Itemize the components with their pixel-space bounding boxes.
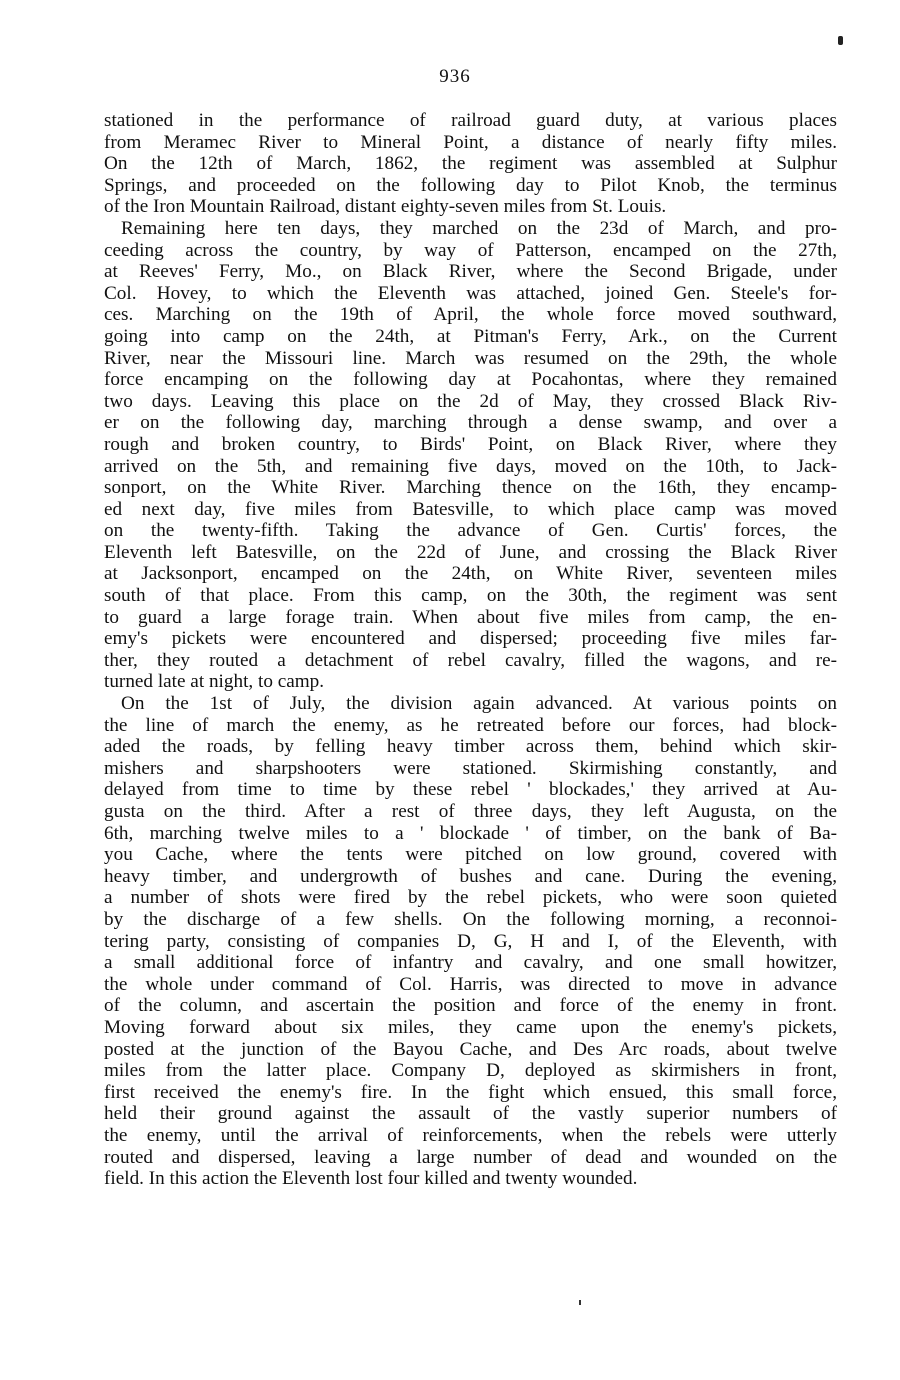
text-line: the line of march the enemy, as he retreated before our forces, had block- (104, 714, 837, 736)
text-line: field. In this action the Eleventh lost four killed and twenty wounded. (104, 1168, 638, 1190)
text-line: routed and dispersed, leaving a large number of dead and wounded on the (104, 1146, 837, 1168)
text-line: two days. Leaving this place on the 2d of May, they crossed Black Riv- (104, 390, 837, 412)
text-line: Col. Hovey, to which the Eleventh was attached, joined Gen. Steele's for- (104, 282, 837, 304)
text-line: stationed in the performance of railroad guard duty, at various places (104, 110, 837, 131)
text-line: delayed from time to time by these rebel ' blockades,' they arrived at Au- (104, 779, 837, 801)
text-line: you Cache, where the tents were pitched on low ground, covered with (104, 844, 837, 866)
text-line: emy's pickets were encountered and dispersed; proceeding five miles far- (104, 628, 837, 650)
text-line: at Jacksonport, encamped on the 24th, on White River, seventeen miles (104, 563, 837, 585)
text-line: first received the enemy's fire. In the fight which ensued, this small force, (104, 1081, 837, 1103)
text-line: Remaining here ten days, they marched on the 23d of March, and pro- (121, 217, 837, 239)
text-line: from Meramec River to Mineral Point, a distance of nearly fifty miles. (104, 131, 837, 153)
text-line: ther, they routed a detachment of rebel cavalry, filled the wagons, and re- (104, 649, 837, 671)
text-line: rough and broken country, to Birds' Point, on Black River, where they (104, 433, 837, 455)
text-line: miles from the latter place. Company D, deployed as skirmishers in front, (104, 1060, 837, 1082)
text-line: Moving forward about six miles, they came upon the enemy's pickets, (104, 1016, 837, 1038)
text-line: of the Iron Mountain Railroad, distant eighty-seven miles from St. Louis. (104, 196, 667, 218)
body-text (104, 110, 837, 1190)
text-line: posted at the junction of the Bayou Cache, and Des Arc roads, about twelve (104, 1038, 837, 1060)
paragraph (104, 110, 837, 218)
text-line: Eleventh left Batesville, on the 22d of June, and crossing the Black River (104, 541, 837, 563)
text-line: ed next day, five miles from Batesville, to which place camp was moved (104, 498, 837, 520)
text-line: Springs, and proceeded on the following day to Pilot Knob, the terminus (104, 174, 837, 196)
text-line: arrived on the 5th, and remaining five days, moved on the 10th, to Jack- (104, 455, 837, 477)
text-line: heavy timber, and undergrowth of bushes and cane. During the evening, (104, 865, 837, 887)
text-line: by the discharge of a few shells. On the following morning, a reconnoi- (104, 908, 837, 930)
text-line: the whole under command of Col. Harris, was directed to move in advance (104, 973, 837, 995)
ink-speck (838, 36, 843, 45)
text-line: force encamping on the following day at Pocahontas, where they remained (104, 369, 837, 391)
text-line: ceeding across the country, by way of Patterson, encamped on the 27th, (104, 239, 837, 261)
ink-speck (579, 1300, 581, 1305)
paragraph (104, 218, 837, 693)
text-line: the enemy, until the arrival of reinforcements, when the rebels were utterly (104, 1124, 837, 1146)
text-line: River, near the Missouri line. March was resumed on the 29th, the whole (104, 347, 837, 369)
text-line: 6th, marching twelve miles to a ' blockade ' of timber, on the bank of Ba- (104, 822, 837, 844)
page-number: 936 (439, 66, 471, 87)
text-line: tering party, consisting of companies D, G, H and I, of the Eleventh, with (104, 930, 837, 952)
text-line: aded the roads, by felling heavy timber across them, behind which skir- (104, 736, 837, 758)
text-line: to guard a large forage train. When about five miles from camp, the en- (104, 606, 837, 628)
text-line: a small additional force of infantry and cavalry, and one small howitzer, (104, 952, 837, 974)
text-line: south of that place. From this camp, on the 30th, the regiment was sent (104, 585, 837, 607)
text-line: held their ground against the assault of the vastly superior numbers of (104, 1103, 837, 1125)
text-line: of the column, and ascertain the position and force of the enemy in front. (104, 995, 837, 1017)
text-line: sonport, on the White River. Marching thence on the 16th, they encamp- (104, 477, 837, 499)
text-line: a number of shots were fired by the rebel pickets, who were soon quieted (104, 887, 837, 909)
paragraph (104, 693, 837, 1190)
text-line: On the 12th of March, 1862, the regiment was assembled at Sulphur (104, 153, 837, 175)
text-line: on the twenty-fifth. Taking the advance of Gen. Curtis' forces, the (104, 520, 837, 542)
text-line: turned late at night, to camp. (104, 671, 325, 693)
text-line: On the 1st of July, the division again advanced. At various points on (121, 693, 837, 715)
text-line: mishers and sharpshooters were stationed. Skirmishing constantly, and (104, 757, 837, 779)
text-line: gusta on the third. After a rest of three days, they left Augusta, on the (104, 801, 837, 822)
text-line: at Reeves' Ferry, Mo., on Black River, where the Second Brigade, under (104, 261, 837, 283)
text-line: going into camp on the 24th, at Pitman's Ferry, Ark., on the Current (104, 325, 837, 347)
text-line: er on the following day, marching through a dense swamp, and over a (104, 412, 837, 434)
text-line: ces. Marching on the 19th of April, the whole force moved southward, (104, 304, 837, 326)
